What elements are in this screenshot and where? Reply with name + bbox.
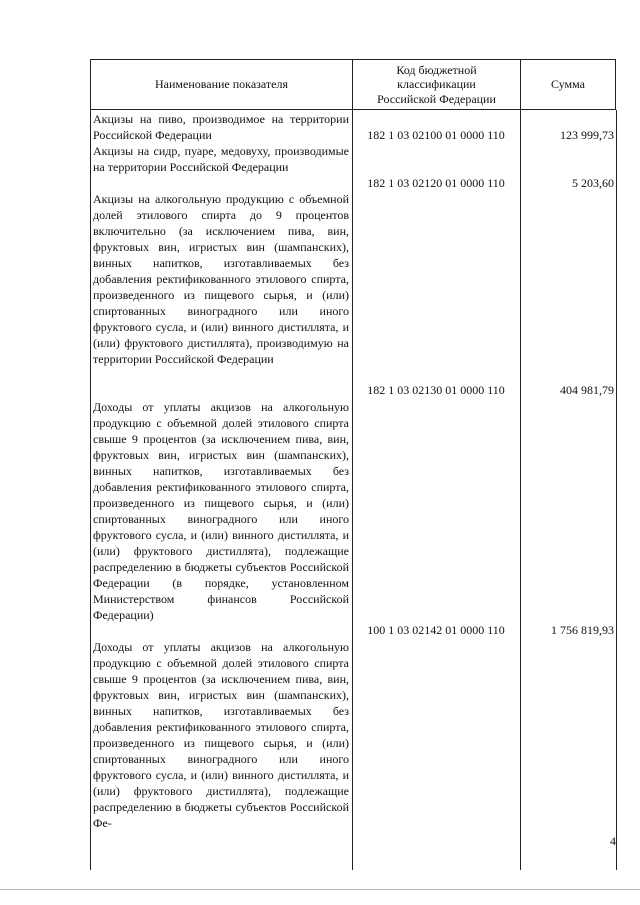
budget-table: [90, 59, 616, 870]
table-row: [90, 638, 616, 862]
row-code: 182 1 03 02100 01 0000 110: [367, 128, 505, 142]
row-name: Доходы от уплаты акцизов на алкогольную продукцию с объемной долей этилового спирта свыше 9 процентов (за исключением пива, вин, фруктовых вин, игристых вин (шампанских), винных напитков, изготавливаемых без добавления ректификованного этилового спирта, произведенного из пищевого сырья, и (или) спиртованных виноградного или иного фруктового сусла, и (или) винного дистиллята, и (или) фруктового дистиллята), подлежащие распределению в бюджеты субъектов Российской Фе-: [93, 640, 349, 830]
row-sum: 1 756 819,93: [551, 623, 614, 637]
row-name: Акцизы на сидр, пуаре, медовуху, производимые на территории Российской Федерации: [93, 144, 349, 174]
row-code: [352, 638, 520, 862]
table-row: [90, 398, 616, 638]
row-sum: 404 981,79: [560, 383, 614, 397]
row-code: 182 1 03 02120 01 0000 110: [367, 176, 505, 190]
row-sum: 123 999,73: [560, 128, 614, 142]
row-sum: 5 203,60: [572, 176, 614, 190]
row-name: Акцизы на алкогольную продукцию с объемной долей этилового спирта до 9 процентов включительно (за исключением пива, вин, фруктовых вин, игристых вин (шампанских), винных напитков, изготавливаемых без добавления ректификованного этилового спирта, произведенного из пищевого сырья, и (или) спиртованных виноградного или иного фруктового сусла, и (или) винного дистиллята, и (или) фруктового дистиллята), производимую на территории Российской Федерации: [93, 192, 349, 366]
table-row: [90, 142, 616, 190]
header-code: Код бюджетной классификации Российской Федерации: [352, 60, 520, 109]
table-row: [90, 110, 616, 142]
scan-edge: [0, 889, 640, 890]
table-header: [90, 59, 616, 110]
header-sum: Сумма: [520, 60, 616, 109]
row-code: 182 1 03 02130 01 0000 110: [367, 383, 505, 397]
row-code: 100 1 03 02142 01 0000 110: [367, 623, 505, 637]
row-sum: [520, 638, 616, 862]
row-name: Акцизы на пиво, производимое на территории Российской Федерации: [93, 112, 349, 142]
column-line: [616, 110, 617, 870]
table-row: [90, 190, 616, 398]
table-body: [90, 110, 616, 870]
header-name: Наименование показателя: [90, 60, 352, 109]
page-number: 4: [610, 834, 616, 848]
row-name: Доходы от уплаты акцизов на алкогольную продукцию с объемной долей этилового спирта свыше 9 процентов (за исключением пива, вин, фруктовых вин, игристых вин (шампанских), винных напитков, изготавливаемых без добавления ректификованного этилового спирта, произведенного из пищевого сырья, и (или) спиртованных виноградного или иного фруктового сусла, и (или) винного дистиллята, и (или) фруктового дистиллята), подлежащие распределению в бюджеты субъектов Российской Федерации (в порядке, установленном Министерством финансов Российской Федерации): [93, 400, 349, 622]
